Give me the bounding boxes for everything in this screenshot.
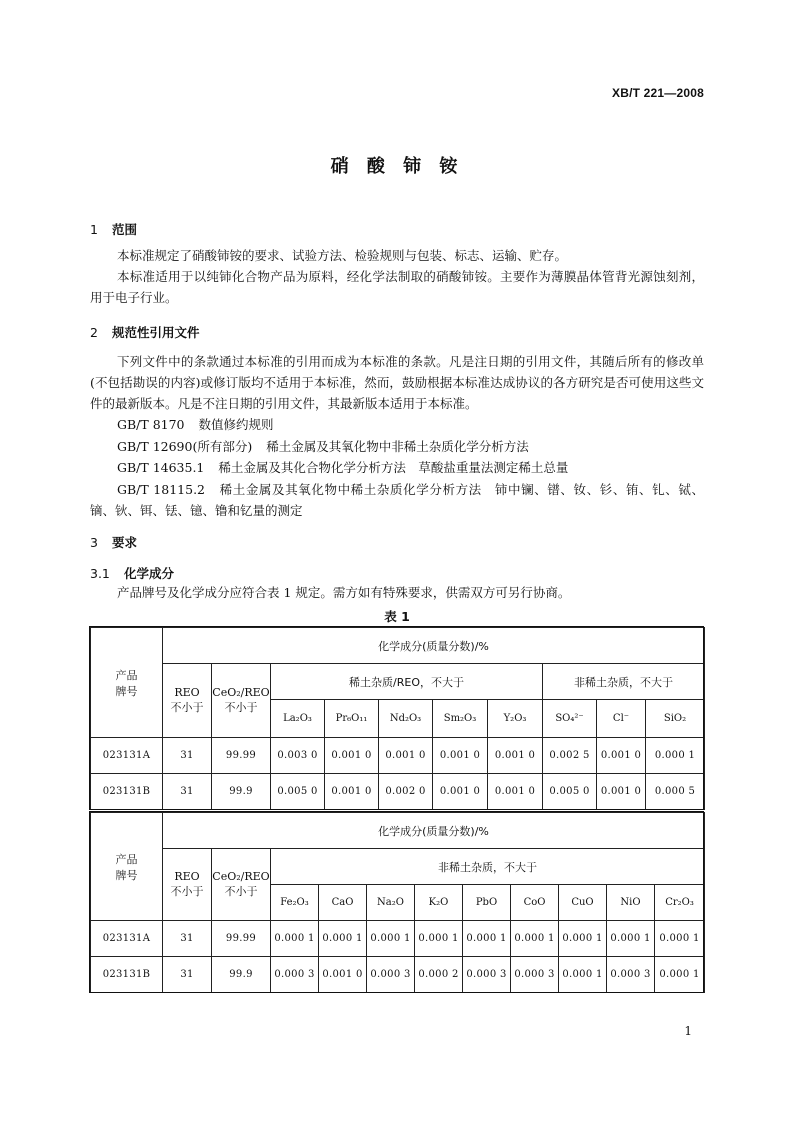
reference-name: 稀土金属及其化合物化学分析方法 草酸盐重量法测定稀土总量 (218, 460, 569, 475)
reo-label: REO (174, 686, 200, 699)
composition-table-part-2 (90, 812, 705, 993)
value-cell: 0.001 0 (379, 738, 433, 774)
value-cell: 0.001 0 (325, 738, 379, 774)
section-3-paragraph-1: 产品牌号及化学成分应符合表 1 规定。需方如有特殊要求，供需双方可另行协商。 (117, 585, 571, 600)
section-1-paragraph-2: 本标准适用于以纯铈化合物产品为原料，经化学法制取的硝酸铈铵。主要作为薄膜晶体管背光源蚀刻剂，用于电子行业。 (90, 269, 704, 305)
column-header: Pr₆O₁₁ (325, 700, 379, 738)
column-header: NiO (607, 885, 655, 921)
value-cell: 0.000 3 (463, 957, 511, 993)
value-cell: 0.000 5 (646, 774, 705, 810)
product-label: 产品 (115, 668, 138, 682)
reference-name: 稀土金属及其氧化物中稀土杂质化学分析方法 铈中镧、镨、钕、钐、铕、钆、铽、镝、钬、铒、铥、镱、镥和钇量的测定 (90, 482, 704, 518)
column-header: Y₂O₃ (488, 700, 543, 738)
section-3-heading (90, 533, 137, 551)
reference-item (117, 415, 274, 433)
value-cell: 0.000 1 (511, 921, 559, 957)
ceo2-label: CeO₂/REO (212, 686, 270, 699)
value-cell: 0.000 3 (367, 957, 415, 993)
value-cell: 0.005 0 (543, 774, 597, 810)
grade-cell: 023131A (91, 921, 163, 957)
column-header: CoO (511, 885, 559, 921)
value-cell: 0.001 0 (597, 738, 646, 774)
reo-min-label: 不小于 (170, 701, 204, 714)
ceo2-header (212, 849, 271, 921)
column-header: Sm₂O₃ (433, 700, 488, 738)
value-cell: 0.000 3 (607, 957, 655, 993)
value-cell: 0.000 1 (646, 738, 705, 774)
re-impurity-header: 稀土杂质/REO，不大于 (271, 664, 543, 700)
column-header: K₂O (415, 885, 463, 921)
chem-comp-header: 化学成分(质量分数)/% (163, 813, 705, 849)
reference-name: 数值修约规则 (198, 417, 274, 432)
column-header: Na₂O (367, 885, 415, 921)
ceo2-cell: 99.9 (212, 774, 271, 810)
grade-cell: 023131A (91, 738, 163, 774)
section-3-1-heading (90, 564, 174, 582)
ceo2-label: CeO₂/REO (212, 870, 270, 883)
value-cell: 0.000 1 (655, 921, 705, 957)
value-cell: 0.001 0 (325, 774, 379, 810)
subsection-number: 3.1 (90, 566, 110, 581)
value-cell: 0.003 0 (271, 738, 325, 774)
grade-cell: 023131B (91, 957, 163, 993)
value-cell: 0.001 0 (488, 774, 543, 810)
column-header: SO₄²⁻ (543, 700, 597, 738)
section-2-heading (90, 323, 200, 341)
reo-cell: 31 (163, 957, 212, 993)
column-header: Cr₂O₃ (655, 885, 705, 921)
value-cell: 0.000 1 (655, 957, 705, 993)
value-cell: 0.000 1 (367, 921, 415, 957)
grade-label: 牌号 (115, 868, 138, 882)
subsection-title: 化学成分 (124, 566, 175, 581)
ceo2-header (212, 664, 271, 738)
reo-cell: 31 (163, 738, 212, 774)
product-grade-header (91, 813, 163, 921)
section-number: 3 (90, 535, 98, 550)
reference-item (117, 458, 568, 476)
table-row (91, 921, 705, 957)
ceo2-min-label: 不小于 (224, 701, 258, 714)
reo-cell: 31 (163, 774, 212, 810)
reference-name: 稀土金属及其氧化物中非稀土杂质化学分析方法 (266, 439, 529, 454)
value-cell: 0.001 0 (319, 957, 367, 993)
section-1-heading (90, 220, 137, 238)
non-re-impurity-header: 非稀土杂质，不大于 (543, 664, 705, 700)
product-grade-header (91, 628, 163, 738)
grade-cell: 023131B (91, 774, 163, 810)
value-cell: 0.000 3 (511, 957, 559, 993)
table-row (91, 774, 705, 810)
reo-header (163, 664, 212, 738)
table-row (91, 957, 705, 993)
reo-cell: 31 (163, 921, 212, 957)
value-cell: 0.000 2 (415, 957, 463, 993)
section-title: 规范性引用文件 (112, 325, 200, 340)
table-row (91, 738, 705, 774)
reference-code: GB/T 12690(所有部分) (117, 439, 253, 454)
column-header: SiO₂ (646, 700, 705, 738)
composition-table-part-1 (90, 627, 705, 810)
reo-min-label: 不小于 (170, 885, 204, 898)
column-header: Cl⁻ (597, 700, 646, 738)
section-title: 要求 (112, 535, 138, 550)
reo-label: REO (174, 870, 200, 883)
value-cell: 0.000 1 (463, 921, 511, 957)
value-cell: 0.002 5 (543, 738, 597, 774)
section-number: 1 (90, 222, 98, 237)
value-cell: 0.001 0 (597, 774, 646, 810)
table-caption: 表 1 (384, 609, 410, 624)
ceo2-cell: 99.99 (212, 738, 271, 774)
value-cell: 0.000 1 (319, 921, 367, 957)
page-number: 1 (684, 1024, 692, 1038)
value-cell: 0.005 0 (271, 774, 325, 810)
chem-comp-header: 化学成分(质量分数)/% (163, 628, 705, 664)
value-cell: 0.000 1 (271, 921, 319, 957)
column-header: CuO (559, 885, 607, 921)
value-cell: 0.000 3 (271, 957, 319, 993)
value-cell: 0.002 0 (379, 774, 433, 810)
reference-code: GB/T 8170 (117, 417, 185, 432)
value-cell: 0.000 1 (559, 957, 607, 993)
non-re-impurity-header: 非稀土杂质，不大于 (271, 849, 705, 885)
section-1-paragraph-1: 本标准规定了硝酸铈铵的要求、试验方法、检验规则与包装、标志、运输、贮存。 (117, 248, 568, 263)
column-header: Fe₂O₃ (271, 885, 319, 921)
value-cell: 0.000 1 (559, 921, 607, 957)
column-header: Nd₂O₃ (379, 700, 433, 738)
reference-item (117, 437, 529, 455)
product-label: 产品 (115, 852, 138, 866)
reference-code: GB/T 18115.2 (117, 482, 205, 497)
column-header: PbO (463, 885, 511, 921)
grade-label: 牌号 (115, 684, 138, 698)
column-header: La₂O₃ (271, 700, 325, 738)
column-header: CaO (319, 885, 367, 921)
reference-code: GB/T 14635.1 (117, 460, 205, 475)
page-title: 硝 酸 铈 铵 (330, 156, 464, 177)
value-cell: 0.001 0 (433, 738, 488, 774)
standard-number: XB/T 221—2008 (612, 86, 704, 100)
ceo2-cell: 99.99 (212, 921, 271, 957)
section-number: 2 (90, 325, 98, 340)
value-cell: 0.000 1 (607, 921, 655, 957)
ceo2-cell: 99.9 (212, 957, 271, 993)
value-cell: 0.001 0 (488, 738, 543, 774)
reference-item (90, 479, 704, 521)
value-cell: 0.001 0 (433, 774, 488, 810)
ceo2-min-label: 不小于 (224, 885, 258, 898)
section-title: 范围 (112, 222, 138, 237)
value-cell: 0.000 1 (415, 921, 463, 957)
reo-header (163, 849, 212, 921)
section-2-paragraph-1: 下列文件中的条款通过本标准的引用而成为本标准的条款。凡是注日期的引用文件，其随后所有的修改单(不包括勘误的内容)或修订版均不适用于本标准，然而，鼓励根据本标准达成协议的各方研究是否可使用这些文件的最新版本。凡是不注日期的引用文件，其最新版本适用于本标准。 (90, 354, 704, 411)
